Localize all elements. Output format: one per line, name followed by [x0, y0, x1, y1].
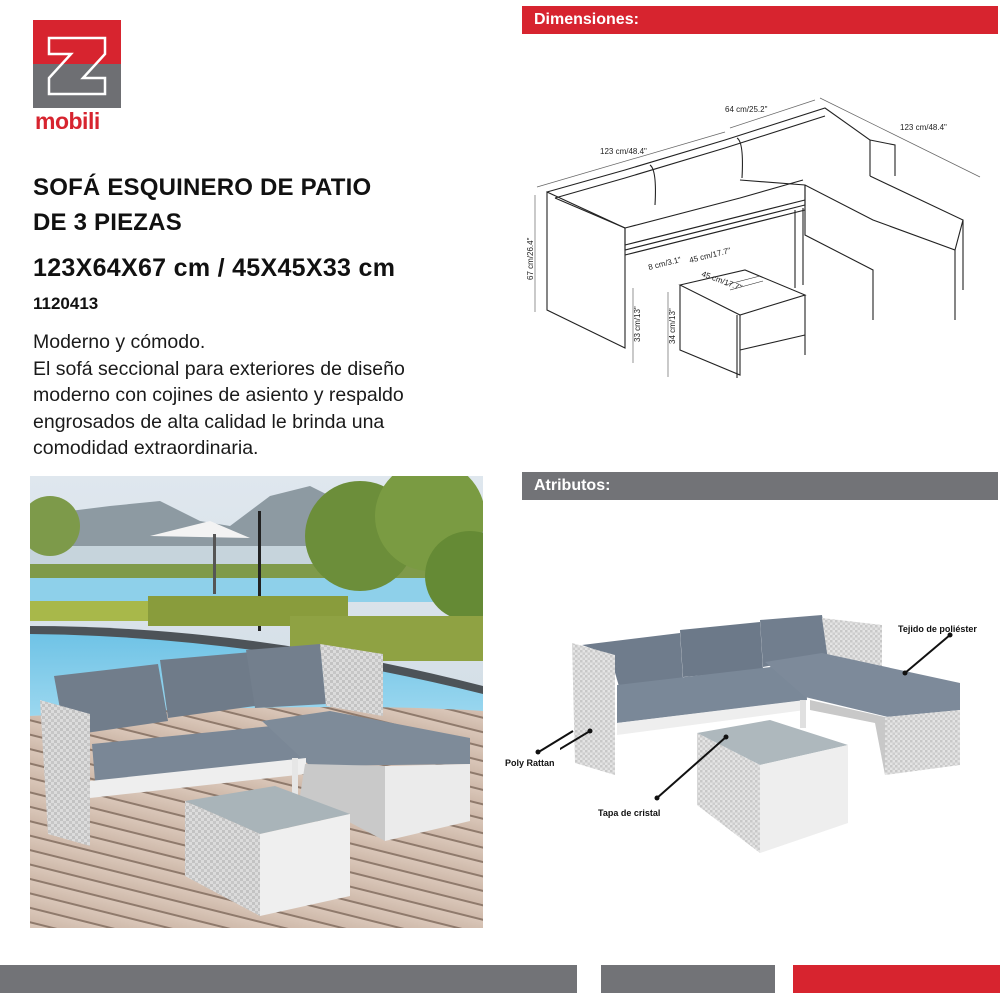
brand-logo	[33, 20, 121, 133]
footer-bar-red	[793, 965, 1000, 993]
attributes-section-header: Atributos:	[522, 472, 998, 500]
dim-label: 45 cm/17.7"	[700, 269, 744, 293]
footer-bar-gray-wide	[0, 965, 577, 993]
dim-label: 34 cm/13"	[668, 308, 677, 344]
description-line: El sofá seccional para exteriores de diseño	[33, 357, 405, 380]
callout-polyester-fabric: Tejido de poliéster	[898, 624, 977, 634]
dim-label: 67 cm/26.4"	[526, 237, 535, 280]
description-line: comodidad extraordinaria.	[33, 437, 259, 459]
description-line: moderno con cojines de asiento y respaldo	[33, 384, 404, 406]
title-line: DE 3 PIEZAS	[33, 209, 182, 236]
callout-poly-rattan: Poly Rattan	[505, 758, 555, 768]
dimensions-section-header: Dimensiones:	[522, 6, 998, 34]
z-logo-icon	[33, 20, 121, 108]
dim-label: 8 cm/3.1"	[647, 255, 683, 272]
product-photo	[30, 476, 483, 928]
dim-label: 33 cm/13"	[633, 306, 642, 342]
product-sku: 1120413	[33, 294, 99, 313]
dim-label: 123 cm/48.4"	[600, 147, 647, 156]
description-line: engrosados de alta calidad le brinda una	[33, 410, 385, 433]
product-attributes-image	[560, 605, 1000, 870]
product-description	[33, 329, 503, 462]
product-title	[33, 170, 493, 240]
dim-label: 123 cm/48.4"	[900, 123, 947, 132]
product-dimensions: 123X64X67 cm / 45X45X33 cm	[33, 254, 396, 282]
brand-name: mobili	[35, 108, 100, 134]
title-line: SOFÁ ESQUINERO DE PATIO	[33, 174, 372, 201]
dim-label: 64 cm/25.2"	[725, 105, 768, 114]
description-line: Moderno y cómodo.	[33, 331, 206, 353]
footer-bar-gray-narrow	[601, 965, 775, 993]
callout-line	[535, 725, 575, 755]
callout-glass-top: Tapa de cristal	[598, 808, 661, 818]
dimensions-diagram	[525, 80, 995, 390]
dim-label: 45 cm/17.7"	[688, 245, 732, 265]
